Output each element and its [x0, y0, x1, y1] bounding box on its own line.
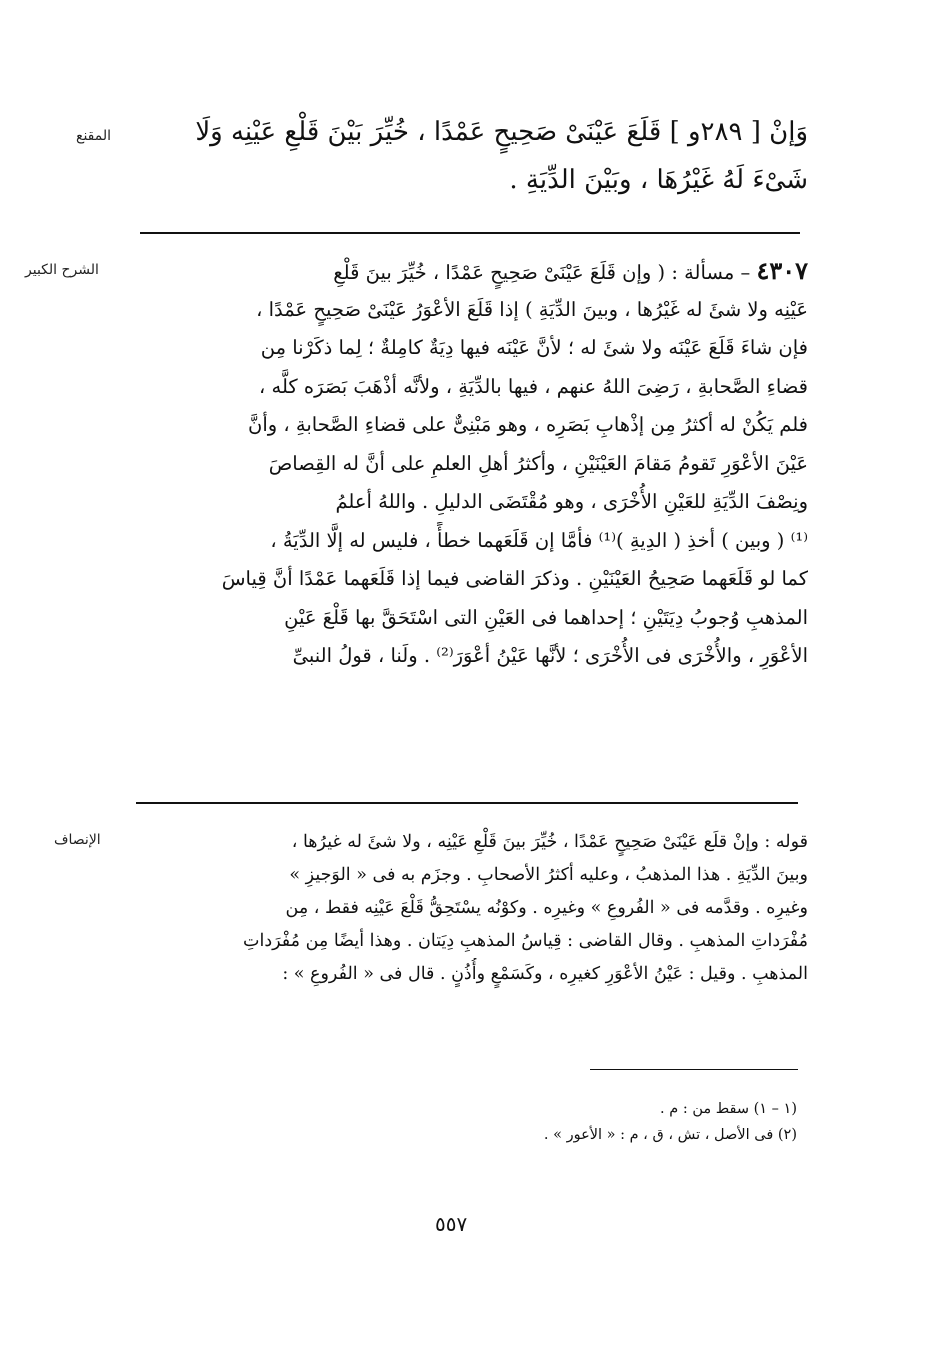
sharh-line-1-text: – مسألة : ( وإن قَلَعَ عَيْنَىْ صَحِيحٍ عَمْدًا ، خُيِّرَ بينَ قَلْعِ: [333, 261, 751, 284]
divider-muqni: [140, 232, 800, 234]
sharh-line-5: فلم يَكُنْ له أكثرُ مِن إذْهابِ بَصَرِه ، وهو مَبْنِىٌّ على قضاءِ الصَّحابةِ ، وأنَّ: [248, 413, 808, 436]
insaf-line-1: قوله : وإنْ قلَع عَيْنَىْ صَحِيحٍ عَمْدًا ، خُيِّرَ بينَ قَلْعِ عَيْنِه ، ولا شئَ له غيرُها ،: [291, 832, 808, 852]
insaf-line-2: وبينَ الدِّيَةِ . هذا المذهبُ ، وعليه أكثرُ الأصحابِ . وجزَم به فى « الوَجيزِ »: [289, 865, 808, 885]
insaf-line-4: مُفْرَداتِ المذهبِ . وقال القاضى : قِياسُ المذهبِ دِيَتان . وهذا أيضًا مِن مُفْرَداتِ: [243, 931, 808, 951]
sharh-line-9: كما لو قَلَعَهما صَحِيحُ العَيْنَيْنِ . وذكرَ القاضى فيما إذا قَلَعَهما عَمْدًا أنَّ قِياسَ: [221, 567, 808, 590]
sharh-line-1: [136, 252, 808, 291]
section-label-insaf: الإنصاف: [54, 832, 101, 848]
sharh-line-6: عَيْنَ الأعْوَرِ تَقومُ مَقامَ العَيْنَيْنِ ، وأكثرُ أهلِ العلمِ على أنَّ له القِصاصَ: [268, 451, 808, 475]
muqni-text: [140, 108, 808, 204]
section-label-sharh: الشرح الكبير: [25, 262, 99, 278]
sharh-line-7: ونِصْفَ الدِّيَةِ للعَيْنِ الأُخْرَى ، وهو مُقْتَضَى الدليلِ . واللهُ أعلمُ: [335, 490, 808, 513]
sharh-line-10: المذهبِ وُجوبُ دِيَتَيْنِ ؛ إحداهما فى العَيْنِ التى اسْتَحَقَّ بها قَلْعَ عَيْنِ: [284, 605, 808, 629]
sharh-line-3: فإن شاءَ قَلَعَ عَيْنَه ولا شئَ له ؛ لأنَّ عَيْنَه فيها دِيَةٌ كامِلةٌ ؛ لِما ذكَرْنا مِن: [260, 336, 808, 359]
sharh-line-11: الأعْوَرِ ، والأُخْرَى فى الأُخْرَى ؛ لأنَّها عَيْنُ أعْوَرَ⁽²⁾ . ولَنا ، قولُ النبىِّ: [292, 644, 808, 667]
insaf-line-3: وغيرِه . وقدَّمه فى « الفُروعِ » وغيرِه . وكوْنُه يسْتَحِقُّ قَلْعَ عَيْنِه فقط ، مِن: [285, 898, 808, 918]
sharh-line-8: ⁽¹⁾ ( وبين ) أخذِ ( الدِيةِ )⁽¹⁾ فأمَّا إن قَلَعَهما خطأً ، فليس له إلَّا الدِّيَةُ ،: [270, 528, 808, 552]
section-label-muqni: المقنع: [76, 128, 112, 144]
masala-number: ٤٣٠٧: [756, 256, 808, 285]
muqni-line-1: وَإنْ [ ٢٨٩و ] قَلَعَ عَيْنَىْ صَحِيحٍ عَمْدًا ، خُيِّرَ بَيْنَ قَلْعِ عَيْنِه وَلَا: [195, 117, 808, 147]
footnote-divider: [590, 1069, 798, 1070]
insaf-line-5: المذهبِ . وقيل : عَيْنُ الأعْوَرِ كغيرِه ، وكَسَمْعٍ وأُذُنٍ . قال فى « الفُروعِ » :: [282, 964, 808, 984]
sharh-line-2: عَيْنِه ولا شئَ له غَيْرُها ، وبينَ الدِّيَةِ ) إذا قَلَعَ الأعْوَرُ عَيْنَىْ صَحِيحٍ عَمْدًا ،: [256, 297, 808, 321]
footnote-1: (١ – ١) سقط من : م .: [660, 1101, 797, 1117]
footnote-2: (٢) فى الأصل ، تش ، ق ، م : « الأعور » .: [543, 1127, 797, 1143]
insaf-text: [134, 826, 808, 991]
sharh-line-4: قضاءِ الصَّحابةِ ، رَضِىَ اللهُ عنهم ، فيها بالدِّيَةِ ، ولأنَّه أذْهَبَ بَصَرَه كلَّه ،: [259, 374, 808, 398]
footnotes: [544, 1096, 797, 1148]
page-number: ٥٥٧: [435, 1212, 468, 1236]
divider-sharh: [136, 802, 798, 804]
muqni-line-2: شَىْءَ لَهُ غَيْرُهَا ، وبَيْنَ الدِّيَةِ .: [509, 165, 808, 195]
sharh-text: [136, 252, 808, 676]
